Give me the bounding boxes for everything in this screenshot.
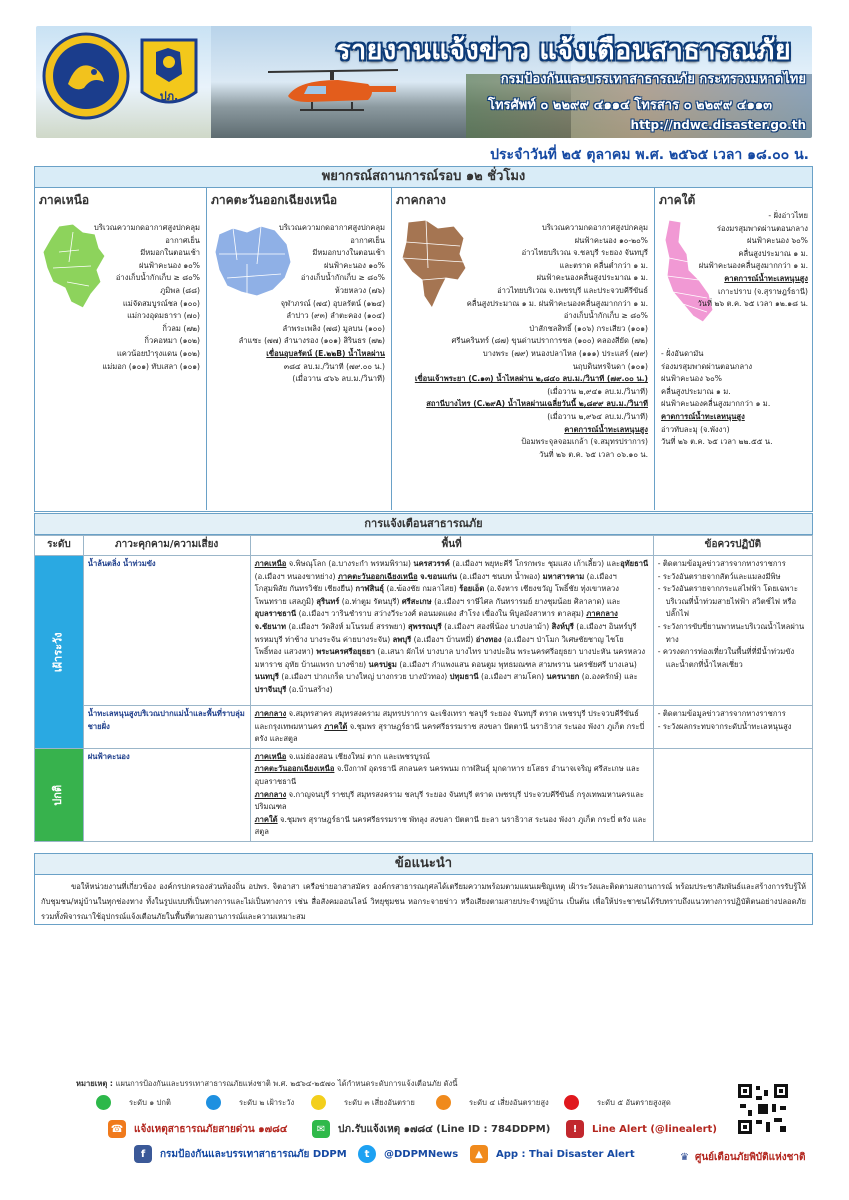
app-contact[interactable]: ▲ App : Thai Disaster Alert <box>470 1145 635 1163</box>
region-name: ภาคเหนือ <box>39 193 90 207</box>
banner-title: รายงานแจ้งข่าว แจ้งเตือนสาธารณภัย <box>336 35 792 66</box>
level-watch: เฝ้าระวัง <box>35 556 84 749</box>
twitter-contact[interactable]: t @DDPMNews <box>358 1145 458 1163</box>
col-header-area: พื้นที่ <box>250 536 653 556</box>
col-header-level: ระดับ <box>35 536 84 556</box>
helicopter-icon <box>268 66 398 124</box>
level-5-dot <box>564 1095 579 1110</box>
warnings-title: การแจ้งเตือนสาธารณภัย <box>34 513 813 535</box>
table-row <box>35 556 813 706</box>
region-name: ภาคตะวันออกเฉียงเหนือ <box>211 193 338 207</box>
hazard-cell: น้ำล้นตลิ่ง น้ำท่วมขัง <box>83 556 250 706</box>
facebook-icon: f <box>134 1145 152 1163</box>
legend-item: ระดับ ๕ อันตรายสูงสุด <box>564 1095 671 1110</box>
area-cell: ภาคเหนือ จ.พิษณุโลก (อ.บางระกำ พรหมพิราม) นครสวรรค์ (อ.เมืองฯ พยุหะคีรี โกรกพระ ชุมแสง เก้าเลี้ยว) และอุทัยธานี (อ.เมืองฯ หนองขาหย่าง) ภาคตะวันออกเฉียงเหนือ จ.ขอนแก่น (อ.เมืองฯ ชนบท น้ำพอง) มหาสารคาม (อ.เมืองฯ โกสุมพิสัย กันทรวิชัย เชียงยืน) กาฬสินธุ์ (อ.ฆ้องชัย กมลาไสย) ร้อยเอ็ด (อ.จังหาร เชียงขวัญ โพธิ์ชัย ทุ่งเขาหลวง โพนทราย เสลภูมิ) สุรินทร์ (อ.ท่าตูม รัตนบุรี) ศรีสะเกษ (อ.เมืองฯ ราษีไศล กันทรารมย์ ยางชุมน้อย ศิลาลาด) และอุบลราชธานี (อ.เมืองฯ วารินชำราบ สว่างวีระวงศ์ ดอนมดแดง สำโรง เขื่องใน พิบูลมังสาหาร ตาลสุม) ภาคกลาง จ.ชัยนาท (อ.เมืองฯ วัดสิงห์ มโนรมย์ สรรพยา) สุพรรณบุรี (อ.เมืองฯ สองพี่น้อง บางปลาม้า) สิงห์บุรี (อ.เมืองฯ อินทร์บุรี พรหมบุรี ท่าช้าง บางระจัน ค่ายบางระจัน) ลพบุรี (อ.เมืองฯ บ้านหมี่) อ่างทอง (อ.เมืองฯ ป่าโมก วิเศษชัยชาญ ไชโย โพธิ์ทอง แสวงหา) พระนครศรีอยุธยา (อ.เสนา ผักไห่ บางบาล บางไทร บางปะอิน พระนครศรีอยุธยา บางปะหัน นครหลวง มหาราช อุทัย บ้านแพรก บางซ้าย) นครปฐม (อ.เมืองฯ กำแพงแสน ดอนตูม พุทธมณฑล สามพราน นครชัยศรี บางเลน) นนทบุรี (อ.เมืองฯ ปากเกร็ด บางใหญ่ บางกรวย บางบัวทอง) ปทุมธานี (อ.เมืองฯ สามโคก) นครนายก (อ.องครักษ์) และปราจีนบุรี (อ.บ้านสร้าง) <box>250 556 653 706</box>
logo-text: ปภ. <box>159 90 179 103</box>
region-south <box>654 188 814 510</box>
legend-item: ระดับ ๔ เสี่ยงอันตรายสูง <box>436 1095 549 1110</box>
alert-level-legend <box>96 1095 696 1111</box>
col-header-actions: ข้อควรปฏิบัติ <box>653 536 812 556</box>
actions-cell: - ติดตามข้อมูลข่าวสารจากทางราชการ - ระวังผลกระทบจากระดับน้ำทะเลหนุนสูง <box>653 706 812 749</box>
actions-cell: - ติดตามข้อมูลข่าวสารจากทางราชการ - ระวังอันตรายจากสัตว์และแมลงมีพิษ - ระวังอันตรายจากกระแสไฟฟ้า โดยเฉพาะบริเวณที่น้ำท่วมสายไฟฟ้า สวิตช์ไฟ หรือปลั๊กไฟ - ระวังการขับขี่ยานพาหนะบริเวณน้ำไหลผ่านทาง - ควรงดการท่องเที่ยวในพื้นที่ที่มีน้ำท่วมขัง และน้ำตกที่น้ำไหลเชี่ยว <box>653 556 812 706</box>
forecast-title: พยากรณ์สถานการณ์รอบ ๑๒ ชั่วโมง <box>34 166 813 188</box>
line-alert-contact[interactable]: ! Line Alert (@linealert) <box>566 1120 717 1138</box>
level-normal: ปกติ <box>35 748 84 841</box>
region-north <box>35 188 206 510</box>
level-3-dot <box>311 1095 326 1110</box>
forecast-panel <box>34 188 813 512</box>
region-northeast <box>206 188 391 510</box>
center-logo-icon: ♛ <box>680 1152 689 1163</box>
col-header-hazard: ภาวะคุกคาม/ความเสี่ยง <box>83 536 250 556</box>
department-name: กรมป้องกันและบรรเทาสาธารณภัย กระทรวงมหาดไทย <box>500 72 806 87</box>
qr-code-icon[interactable] <box>736 1082 790 1136</box>
warnings-table <box>34 535 813 842</box>
ddpm-logo <box>140 38 198 112</box>
level-2-dot <box>206 1095 221 1110</box>
south-details: - ฝั่งอ่าวไทย ร่องมรสุมพาดผ่านตอนกลาง ฝนฟ้าคะนอง ๖๐% คลื่นสูงประมาณ ๑ ม. ฝนฟ้าคะนองคลื่นสูงมากกว่า ๑ ม. คาดการณ์น้ำทะเลหนุนสูง เกาะปราบ (จ.สุราษฎร์ธานี) วันที่ ๒๖ ต.ค. ๖๕ เวลา ๑๒.๑๘ น. <box>697 211 808 309</box>
region-name: ภาคใต้ <box>659 193 696 207</box>
footnote: หมายเหตุ : แผนการป้องกันและบรรเทาสาธารณภัยแห่งชาติ พ.ศ. ๒๕๖๔-๒๕๗๐ ได้กำหนดระดับการแจ้งเตือนภัย ดังนี้ <box>76 1079 458 1088</box>
level-1-dot <box>96 1095 111 1110</box>
region-central <box>391 188 654 510</box>
ministry-seal-icon <box>42 32 130 120</box>
hazard-cell: น้ำทะเลหนุนสูงบริเวณปากแม่น้ำและพื้นที่ราบลุ่มชายฝั่ง <box>83 706 250 749</box>
area-cell: ภาคกลาง จ.สมุทรสาคร สมุทรสงคราม สมุทรปราการ ฉะเชิงเทรา ชลบุรี ระยอง จันทบุรี ตราด เพชรบุรี ประจวบคีรีขันธ์ และกรุงเทพมหานคร ภาคใต้ จ.ชุมพร สุราษฎร์ธานี นครศรีธรรมราช สงขลา ปัตตานี นราธิวาส ระนอง พังงา ภูเก็ต กระบี่ ตรัง และสตูล <box>250 706 653 749</box>
website-url[interactable]: http://ndwc.disaster.go.th <box>630 118 806 132</box>
south-andaman-details: - ฝั่งอันดามัน ร่องมรสุมพาดผ่านตอนกลาง ฝนฟ้าคะนอง ๖๐% คลื่นสูงประมาณ ๑ ม. ฝนฟ้าคะนองคลื่นสูงมากกว่า ๑ ม. คาดการณ์น้ำทะเลหนุนสูง อ่าวทับละมุ (จ.พังงา) วันที่ ๒๖ ต.ค. ๖๕ เวลา ๒๒.๕๕ น. <box>661 349 773 447</box>
warning-center: ♛ ศูนย์เตือนภัยพิบัติแห่งชาติ <box>680 1152 806 1163</box>
contact-phones: โทรศัพท์ ๐ ๒๒๙๙ ๔๑๑๔ โทรสาร ๐ ๒๒๙๙ ๔๑๑๓ <box>487 98 772 113</box>
hazard-cell: ฝนฟ้าคะนอง <box>83 748 250 841</box>
advice-text: ขอให้หน่วยงานที่เกี่ยวข้อง องค์กรปกครองส่วนท้องถิ่น อปพร. จิตอาสา เครือข่ายอาสาสมัคร องค์กรสาธารณกุศลได้เตรียมความพร้อมตามแผนเผชิญเหตุ เฝ้าระวังและติดตามสถานการณ์ พร้อมประชาสัมพันธ์และสร้างการรับรู้ให้กับชุมชน/หมู่บ้านในทุกช่องทาง ทั้งในรูปแบบที่เป็นทางการและไม่เป็นทางการ เช่น สื่อสังคมออนไลน์ วิทยุชุมชน หอกระจายข่าว หรือเสียงตามสายประจำหมู่บ้าน เป็นต้น เพื่อให้ประชาชนได้รับทราบถึงแนวทางการปฏิบัติตนอย่างปลอดภัย รวมทั้งพิจารณาใช้อุปกรณ์แจ้งเตือนภัยในพื้นที่ตามสถานการณ์และความเหมาะสม <box>34 875 813 925</box>
legend-item: ระดับ ๑ ปกติ <box>96 1095 171 1110</box>
region-name: ภาคกลาง <box>396 193 446 207</box>
northeast-details: บริเวณความกดอากาศสูงปกคลุม อากาศเย็น มีหมอกบางในตอนเช้า ฝนฟ้าคะนอง ๑๐% อ่างเก็บน้ำกักเก็บ ≥ ๘๐% ห้วยหลวง (๗๖) จุฬาภรณ์ (๗๔) อุบลรัตน์ (๑๒๔) ลำปาว (๙๓) ลำตะคอง (๑๐๔) ลำพระเพลิง (๗๘) มูลบน (๑๐๐) ลำแซะ (๗๗) ลำนางรอง (๑๐๑) สิรินธร (๗๒) เขื่อนอุบลรัตน์ (E.๒๒B) น้ำไหลผ่าน ๓๘๔ ลบ.ม./วินาที (๗๙.๐๐ น.) (เมื่อวาน ๔๖๖ ลบ.ม./วินาที) <box>238 223 385 384</box>
phone-icon: ☎ <box>108 1120 126 1138</box>
report-date: ประจำวันที่ ๒๕ ตุลาคม พ.ศ. ๒๕๖๕ เวลา ๑๘.๐๐ น. <box>490 147 809 163</box>
table-row <box>35 706 813 749</box>
table-row <box>35 748 813 841</box>
north-details: บริเวณความกดอากาศสูงปกคลุม อากาศเย็น มีหมอกในตอนเช้า ฝนฟ้าคะนอง ๑๐% อ่างเก็บน้ำกักเก็บ ≥ ๘๐% ภูมิพล (๘๘) แม่จัดสมบูรณ์ชล (๑๐๐) แม่กวงอุดมธารา (๗๐) กิ่วลม (๗๒) กิ่วคอหมา (๑๐๒) แควน้อยบำรุงแดน (๑๐๒) แม่มอก (๑๐๑) ทับเสลา (๑๐๑) <box>94 223 200 371</box>
actions-cell <box>653 748 812 841</box>
hotline-contact[interactable]: ☎ แจ้งเหตุสาธารณภัยสายด่วน ๑๗๘๔ <box>108 1120 287 1138</box>
legend-item: ระดับ ๒ เฝ้าระวัง <box>206 1095 294 1110</box>
legend-item: ระดับ ๓ เสี่ยงอันตราย <box>311 1095 415 1110</box>
area-cell: ภาคเหนือ จ.แม่ฮ่องสอน เชียงใหม่ ตาก และเพชรบูรณ์ ภาคตะวันออกเฉียงเหนือ จ.บึงกาฬ อุดรธานี สกลนคร นครพนม กาฬสินธุ์ มุกดาหาร ยโสธร อำนาจเจริญ ศรีสะเกษ และอุบลราชธานี ภาคกลาง จ.กาญจนบุรี ราชบุรี สมุทรสงคราม ชลบุรี ระยอง จันทบุรี ตราด เพชรบุรี ประจวบคีรีขันธ์ กรุงเทพมหานครและปริมณฑล ภาคใต้ จ.ชุมพร สุราษฎร์ธานี นครศรีธรรมราช พัทลุง สงขลา ปัตตานี ยะลา นราธิวาส ระนอง พังงา ภูเก็ต กระบี่ ตรัง และสตูล <box>250 748 653 841</box>
table-header-row <box>35 536 813 556</box>
facebook-contact[interactable]: f กรมป้องกันและบรรเทาสาธารณภัย DDPM <box>134 1145 347 1163</box>
alert-icon: ! <box>566 1120 584 1138</box>
header-banner <box>36 26 812 138</box>
twitter-icon: t <box>358 1145 376 1163</box>
line-icon: ✉ <box>312 1120 330 1138</box>
line-contact[interactable]: ✉ ปภ.รับแจ้งเหตุ ๑๗๘๔ (Line ID : 784DDPM) <box>312 1120 550 1138</box>
app-icon: ▲ <box>470 1145 488 1163</box>
level-4-dot <box>436 1095 451 1110</box>
central-details: บริเวณความกดอากาศสูงปกคลุม ฝนฟ้าคะนอง ๑๐-๒๐% อ่าวไทยบริเวณ จ.ชลบุรี ระยอง จันทบุรี และตราด คลื่นต่ำกว่า ๑ ม. ฝนฟ้าคะนองคลื่นสูงประมาณ ๑ ม. อ่าวไทยบริเวณ จ.เพชรบุรี และประจวบคีรีขันธ์ คลื่นสูงประมาณ ๑ ม. ฝนฟ้าคะนองคลื่นสูงมากกว่า ๑ ม. อ่างเก็บน้ำกักเก็บ ≥ ๘๐% ป่าสักชลสิทธิ์ (๑๐๖) กระเสียว (๑๐๑) ศรีนครินทร์ (๘๗) ขุนด่านปราการชล (๑๐๐) คลองสียัด (๗๒) บางพระ (๗๙) หนองปลาไหล (๑๑๑) ประแสร์ (๗๙) นฤบดินทรจินดา (๑๐๑) เขื่อนเจ้าพระยา (C.๑๓) น้ำไหลผ่าน ๒,๘๔๐ ลบ.ม./วินาที (๗๙.๐๐ น.) (เมื่อวาน ๒,๙๔๑ ลบ.ม./วินาที) สถานีบางไทร (C.๒๙A) น้ำไหลผ่านเฉลี่ยวันนี้ ๒,๘๙๙ ลบ.ม./วินาที (เมื่อวาน ๒,๙๖๔ ลบ.ม./วินาที) คาดการณ์น้ำทะเลหนุนสูง ป้อมพระจุลจอมเกล้า (จ.สมุทรปราการ) วันที่ ๒๖ ต.ค. ๖๕ เวลา ๐๖.๑๐ น. <box>414 223 648 459</box>
advice-title: ข้อแนะนำ <box>34 853 813 875</box>
